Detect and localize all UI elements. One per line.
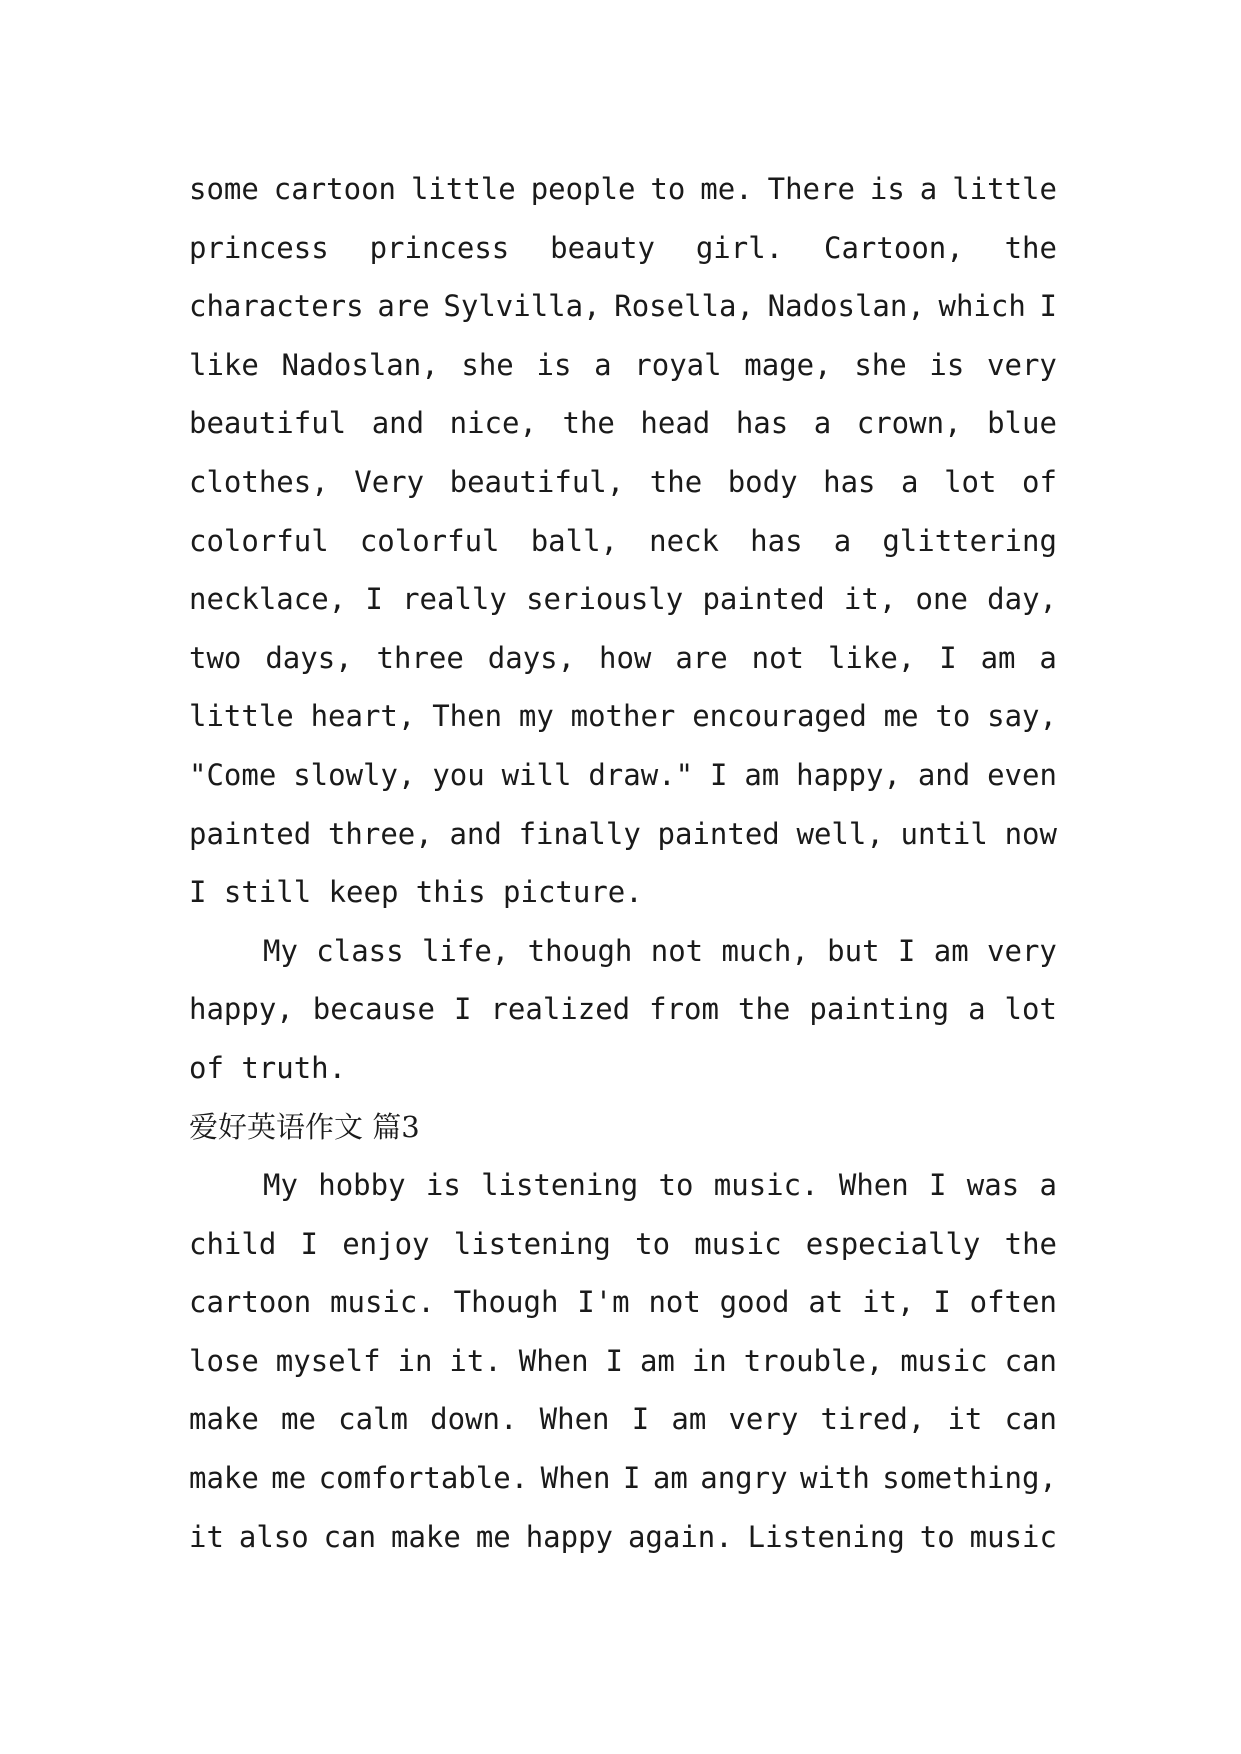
word: heart, <box>310 699 416 734</box>
text-line <box>189 746 1057 805</box>
word: lot <box>944 464 997 499</box>
word: make <box>189 1402 259 1437</box>
paragraph-3 <box>189 1156 1057 1566</box>
word: slowly, <box>293 757 416 792</box>
word: I <box>189 875 207 910</box>
word: characters <box>189 289 364 324</box>
word: will <box>501 757 572 792</box>
text-line <box>189 1390 1057 1449</box>
word: which <box>938 289 1026 324</box>
word: how <box>599 640 652 675</box>
word: colorful <box>359 523 500 558</box>
word: really <box>402 582 507 617</box>
word: good <box>719 1285 790 1320</box>
word: something, <box>882 1461 1057 1496</box>
word: I <box>605 1343 623 1378</box>
word: of <box>1022 464 1057 499</box>
word: can <box>1004 1343 1057 1378</box>
text-line <box>189 570 1057 629</box>
word: has <box>750 523 803 558</box>
text-line <box>189 1215 1057 1274</box>
word: and <box>449 816 502 851</box>
word: very <box>987 347 1057 382</box>
word: a <box>1039 640 1057 675</box>
word: encouraged <box>692 699 867 734</box>
word: the <box>737 992 791 1027</box>
text-line <box>189 336 1057 395</box>
word: Sylvilla, <box>443 289 601 324</box>
text-line <box>189 277 1057 336</box>
word: can <box>323 1519 377 1554</box>
word: am <box>933 933 969 968</box>
word: music <box>900 1343 988 1378</box>
word: you <box>432 757 485 792</box>
word: has <box>735 406 789 441</box>
word: has <box>823 464 876 499</box>
word: neck <box>649 523 719 558</box>
word: beautiful, <box>449 464 625 499</box>
word: My <box>263 933 298 968</box>
word: painted <box>657 816 780 851</box>
word: in <box>691 1343 727 1378</box>
word: girl. <box>695 230 784 265</box>
word: music. <box>713 1168 819 1203</box>
word: am <box>980 640 1016 675</box>
word: I <box>709 757 728 792</box>
word: myself <box>275 1343 381 1378</box>
word: My <box>263 1168 298 1203</box>
word: When <box>838 1168 909 1203</box>
word: am <box>671 1402 707 1437</box>
word: not <box>648 1285 701 1320</box>
word: still <box>223 875 312 910</box>
word: she <box>461 347 514 382</box>
word: say, <box>987 699 1057 734</box>
word: but <box>827 933 880 968</box>
word: I <box>897 933 916 968</box>
word: to <box>658 1168 694 1203</box>
word: little <box>952 172 1057 206</box>
word: I <box>939 640 957 675</box>
text-line <box>189 980 1057 1039</box>
word: little <box>189 699 294 734</box>
word: it. <box>449 1343 502 1378</box>
word: make <box>189 1461 259 1496</box>
word: the <box>562 406 615 441</box>
word: very <box>987 933 1057 968</box>
word: colorful <box>189 523 329 558</box>
text-line <box>189 394 1057 453</box>
word: a <box>833 523 852 558</box>
paragraph-2 <box>189 922 1057 1098</box>
word: can <box>1004 1402 1057 1437</box>
text-line <box>189 1332 1057 1391</box>
word: am <box>652 1461 688 1496</box>
word: listening <box>453 1226 611 1261</box>
word: music. <box>330 1285 435 1320</box>
word: Then <box>432 699 503 734</box>
word: three <box>376 640 464 675</box>
word: I <box>631 1402 650 1437</box>
word: I <box>365 582 383 617</box>
word: of <box>189 1050 224 1085</box>
word: cartoon <box>189 1285 312 1320</box>
word: When <box>539 1402 610 1437</box>
word: Listening <box>747 1519 905 1554</box>
section-heading: 爱好英语作文 篇3 <box>189 1109 420 1144</box>
word: me <box>883 699 919 734</box>
word: beauty <box>550 230 655 265</box>
word: though <box>527 933 633 968</box>
word: trouble, <box>743 1343 884 1378</box>
word: "Come <box>189 757 277 792</box>
word: Nadoslan, <box>767 289 925 324</box>
word: this <box>415 875 486 910</box>
word: happy, <box>189 992 294 1027</box>
word: I'm <box>577 1285 630 1320</box>
word: and <box>371 406 425 441</box>
word: three, <box>327 816 433 851</box>
word: mother <box>570 699 676 734</box>
word: happy <box>525 1519 613 1554</box>
word: to <box>935 699 971 734</box>
word: am <box>639 1343 675 1378</box>
word: with <box>800 1461 870 1496</box>
word: Rosella, <box>614 289 754 324</box>
word: picture. <box>503 875 643 910</box>
word: painting <box>809 992 950 1027</box>
word: finally <box>518 816 641 851</box>
word: calm <box>338 1402 408 1437</box>
text-line <box>189 453 1057 512</box>
word: blue <box>987 406 1057 441</box>
word: I <box>622 1461 641 1496</box>
word: me <box>271 1461 307 1496</box>
word: nice, <box>449 406 537 441</box>
text-line <box>189 687 1057 746</box>
word: head <box>640 406 711 441</box>
paragraph-1 <box>189 160 1057 922</box>
word: it <box>189 1519 224 1554</box>
word: is <box>929 347 965 382</box>
word: tired, <box>820 1402 926 1437</box>
word: she <box>854 347 907 382</box>
word: I <box>453 992 472 1027</box>
word: keep <box>328 875 399 910</box>
word: Though <box>453 1285 559 1320</box>
word: truth. <box>241 1050 347 1085</box>
word: a <box>901 464 919 499</box>
word: to <box>635 1226 671 1261</box>
word: me <box>475 1519 511 1554</box>
word: crown, <box>856 406 962 441</box>
word: especially <box>805 1226 981 1261</box>
word: royal <box>634 347 722 382</box>
word: at <box>808 1285 844 1320</box>
word: is <box>869 172 905 206</box>
word: draw." <box>588 757 694 792</box>
word: and <box>917 757 971 792</box>
word: princess <box>189 230 329 265</box>
word: mage, <box>744 347 832 382</box>
word: often <box>969 1285 1057 1320</box>
word: me <box>281 1402 316 1437</box>
word: Cartoon, <box>824 230 964 265</box>
word: not <box>650 933 704 968</box>
word: little <box>410 172 516 206</box>
word: not <box>751 640 805 675</box>
text-line <box>189 1156 1057 1215</box>
text-line <box>189 219 1057 278</box>
word: it, <box>862 1285 915 1320</box>
word: the <box>649 464 703 499</box>
word: When <box>518 1343 589 1378</box>
word: make <box>391 1519 461 1554</box>
word: angry <box>700 1461 788 1496</box>
word: child <box>189 1226 277 1261</box>
word: the <box>1004 230 1057 265</box>
word: enjoy <box>342 1226 430 1261</box>
word: day, <box>987 582 1057 617</box>
text-line <box>189 629 1057 688</box>
word: life, <box>421 933 510 968</box>
text-line <box>189 863 1057 922</box>
word: cartoon <box>273 172 397 206</box>
word: one <box>915 582 968 617</box>
word: a <box>1039 1168 1057 1203</box>
word: a <box>813 406 832 441</box>
word: to <box>650 172 686 206</box>
text-line <box>189 805 1057 864</box>
word: glittering <box>882 523 1057 558</box>
text-line <box>189 1508 1057 1567</box>
word: two <box>189 640 242 675</box>
word: comfortable. <box>318 1461 529 1496</box>
word: even <box>987 757 1057 792</box>
text-line <box>189 1273 1057 1332</box>
word: Very <box>354 464 425 499</box>
word: my <box>518 699 554 734</box>
word: the <box>1004 1226 1057 1261</box>
word: body <box>727 464 798 499</box>
word: princess <box>369 230 510 265</box>
word: am <box>744 757 780 792</box>
word: again. <box>627 1519 733 1554</box>
text-line <box>189 1039 1057 1098</box>
word: some <box>189 172 259 206</box>
word: also <box>238 1519 309 1554</box>
word: people <box>530 172 636 206</box>
word: class <box>316 933 404 968</box>
text-line <box>189 1449 1057 1508</box>
word: now <box>1004 816 1057 851</box>
word: was <box>966 1168 1020 1203</box>
word: listening <box>481 1168 639 1203</box>
text-line <box>189 512 1057 571</box>
word: happy, <box>796 757 901 792</box>
word: like, <box>827 640 916 675</box>
word: lot <box>1004 992 1057 1027</box>
word: me. <box>700 172 753 206</box>
word: realized <box>490 992 631 1027</box>
word: is <box>425 1168 461 1203</box>
word: I <box>300 1226 318 1261</box>
word: until <box>900 816 988 851</box>
word: much, <box>721 933 809 968</box>
word: because <box>312 992 435 1027</box>
word: are <box>675 640 728 675</box>
word: a <box>968 992 986 1027</box>
word: days, <box>487 640 576 675</box>
word: When <box>540 1461 611 1496</box>
document-body <box>189 160 1057 1566</box>
word: it <box>947 1402 983 1437</box>
word: like <box>189 347 259 382</box>
word: music <box>694 1226 782 1261</box>
text-line <box>189 160 1057 219</box>
word: painted <box>702 582 825 617</box>
word: lose <box>189 1343 259 1378</box>
word: I <box>933 1285 951 1320</box>
word: very <box>728 1402 799 1437</box>
word: music <box>969 1519 1057 1554</box>
word: to <box>919 1519 955 1554</box>
word: days, <box>265 640 353 675</box>
text-line <box>189 922 1057 981</box>
word: painted <box>189 816 312 851</box>
word: a <box>594 347 612 382</box>
word: I <box>1039 289 1057 324</box>
word: beautiful <box>189 406 347 441</box>
word: necklace, <box>189 582 347 617</box>
word: There <box>767 172 855 206</box>
word: ball, <box>530 523 618 558</box>
word: I <box>929 1168 947 1203</box>
word: is <box>536 347 572 382</box>
word: Nadoslan, <box>281 347 439 382</box>
word: well, <box>796 816 884 851</box>
word: down. <box>430 1402 518 1437</box>
word: hobby <box>318 1168 406 1203</box>
word: clothes, <box>189 464 329 499</box>
word: from <box>649 992 719 1027</box>
word: a <box>919 172 938 206</box>
word: seriously <box>526 582 684 617</box>
word: are <box>377 289 430 324</box>
word: in <box>397 1343 433 1378</box>
word: it, <box>843 582 897 617</box>
